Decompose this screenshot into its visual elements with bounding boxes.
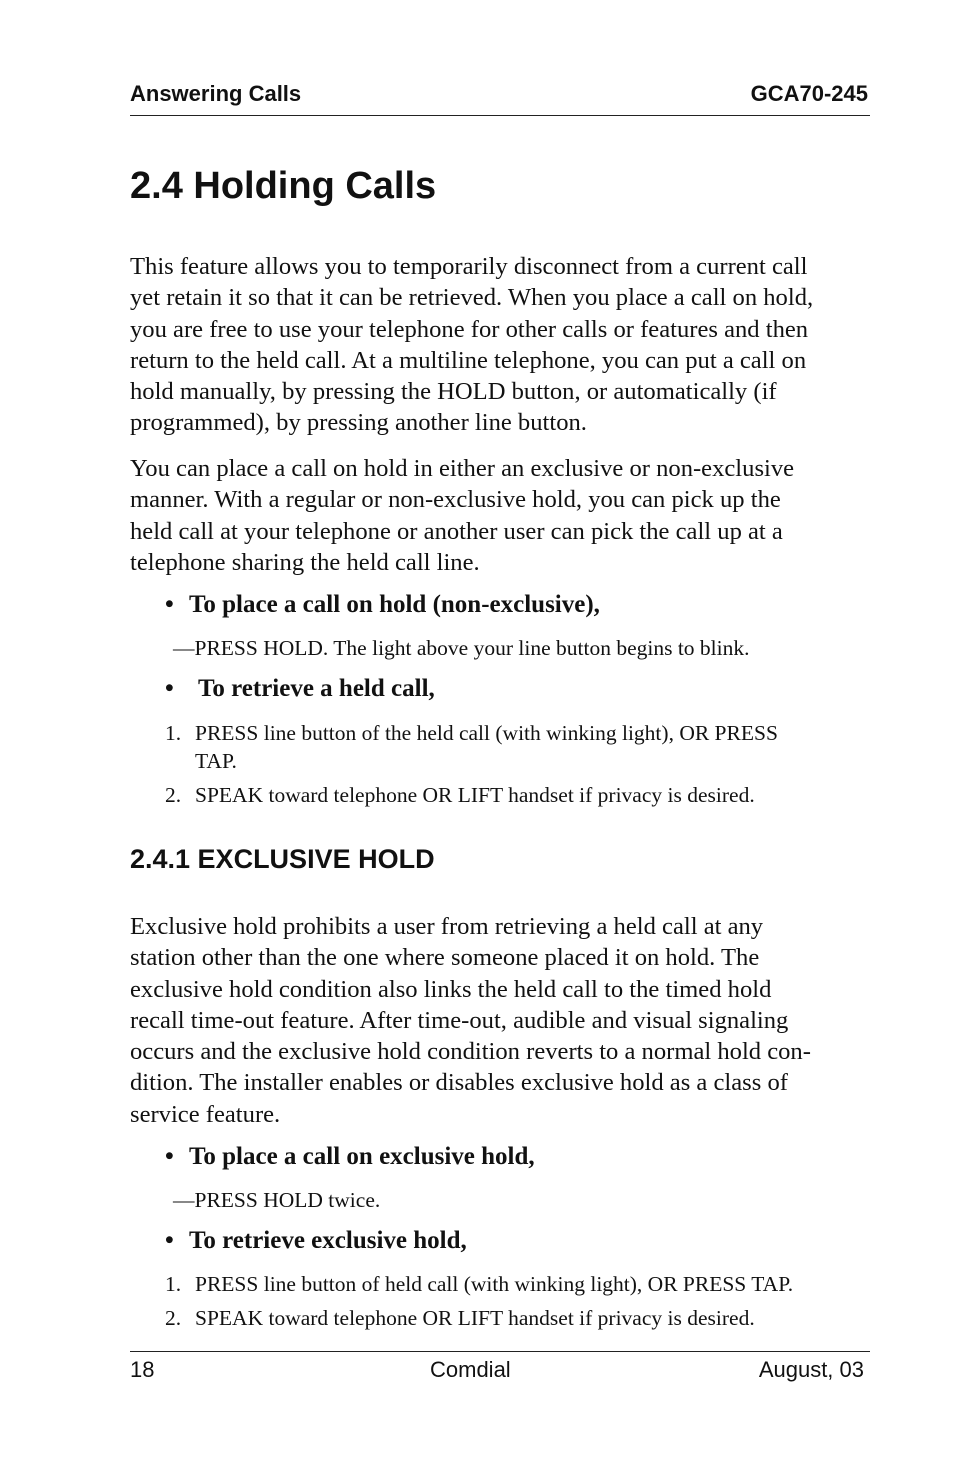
bullet-icon: •: [165, 675, 174, 702]
intro-paragraph: [130, 251, 870, 439]
paragraph-line: programmed), by pressing another line button.: [130, 409, 587, 437]
exclusive-hold-paragraph: [130, 911, 870, 1130]
step-text: SPEAK toward telephone OR LIFT handset if privacy is desired.: [195, 783, 755, 807]
header-divider: [130, 115, 870, 116]
page-number: 18: [130, 1357, 155, 1382]
paragraph-line: you are free to use your telephone for other calls or features and then: [130, 315, 809, 343]
step-press-hold: —PRESS HOLD. The light above your line button begins to blink.: [173, 636, 750, 660]
paragraph-line: service feature.: [130, 1100, 281, 1128]
bullet-retrieve-exclusive: [165, 1225, 467, 1257]
step-number: 2.: [165, 1306, 182, 1330]
paragraph-line: station other than the one where someone placed it on hold. The: [130, 944, 760, 972]
paragraph-line: manner. With a regular or non-exclusive hold, you can pick up the: [130, 486, 781, 514]
bullet-text: To place a call on hold (non-exclusive),: [189, 591, 600, 618]
paragraph-line: recall time-out feature. After time-out, audible and visual signaling: [130, 1006, 789, 1034]
paragraph-line: You can place a call on hold in either an exclusive or non-exclusive: [130, 455, 795, 482]
step-text: PRESS line button of the held call (with winking light), OR PRESS: [195, 721, 778, 745]
bullet-place-exclusive-hold: [165, 1141, 535, 1173]
running-header-title: Answering Calls: [130, 81, 302, 106]
paragraph-line: return to the held call. At a multiline telephone, you can put a call on: [130, 346, 807, 374]
bullet-icon: •: [165, 1143, 174, 1170]
bullet-text: To retrieve a held call,: [198, 675, 435, 702]
subsection-title: 2.4.1 EXCLUSIVE HOLD: [130, 844, 435, 874]
bullet-place-hold: [165, 589, 600, 621]
paragraph-line: held call at your telephone or another user can pick the call up at a: [130, 517, 783, 545]
numbered-step: [165, 1270, 793, 1298]
paragraph-line: dition. The installer enables or disables exclusive hold as a class of: [130, 1069, 788, 1097]
numbered-step: [165, 781, 755, 809]
paragraph-line: yet retain it so that it can be retrieved. When you place a call on hold,: [130, 284, 814, 312]
publisher-name: Comdial: [430, 1357, 511, 1382]
step-number: 1.: [165, 721, 182, 745]
bullet-text: To place a call on exclusive hold,: [189, 1143, 535, 1170]
step-press-hold-twice: —PRESS HOLD twice.: [173, 1188, 381, 1212]
section-title: 2.4 Holding Calls: [130, 165, 437, 207]
numbered-step: [165, 719, 778, 775]
bullet-retrieve-held: [165, 673, 435, 705]
step-number: 2.: [165, 783, 182, 807]
document-code: GCA70-245: [750, 81, 868, 106]
paragraph-line: occurs and the exclusive hold condition reverts to a normal hold con-: [130, 1038, 811, 1066]
bullet-icon: •: [165, 1227, 174, 1254]
paragraph-line: telephone sharing the held call line.: [130, 548, 480, 576]
bullet-icon: •: [165, 591, 174, 618]
step-text-continued: TAP.: [195, 749, 237, 773]
step-number: 1.: [165, 1272, 182, 1296]
footer-divider: [130, 1351, 870, 1352]
paragraph-line: exclusive hold condition also links the held call to the timed hold: [130, 975, 772, 1003]
paragraph-line: Exclusive hold prohibits a user from retrieving a held call at any: [130, 913, 764, 940]
step-text: PRESS line button of held call (with winking light), OR PRESS TAP.: [195, 1272, 794, 1296]
paragraph-line: This feature allows you to temporarily disconnect from a current call: [130, 253, 808, 280]
numbered-step: [165, 1304, 755, 1332]
publication-date: August, 03: [758, 1357, 864, 1382]
bullet-text: To retrieve exclusive hold,: [189, 1227, 467, 1254]
hold-types-paragraph: [130, 453, 870, 578]
paragraph-line: hold manually, by pressing the HOLD button, or automatically (if: [130, 378, 777, 406]
step-text: SPEAK toward telephone OR LIFT handset if privacy is desired.: [195, 1306, 755, 1330]
